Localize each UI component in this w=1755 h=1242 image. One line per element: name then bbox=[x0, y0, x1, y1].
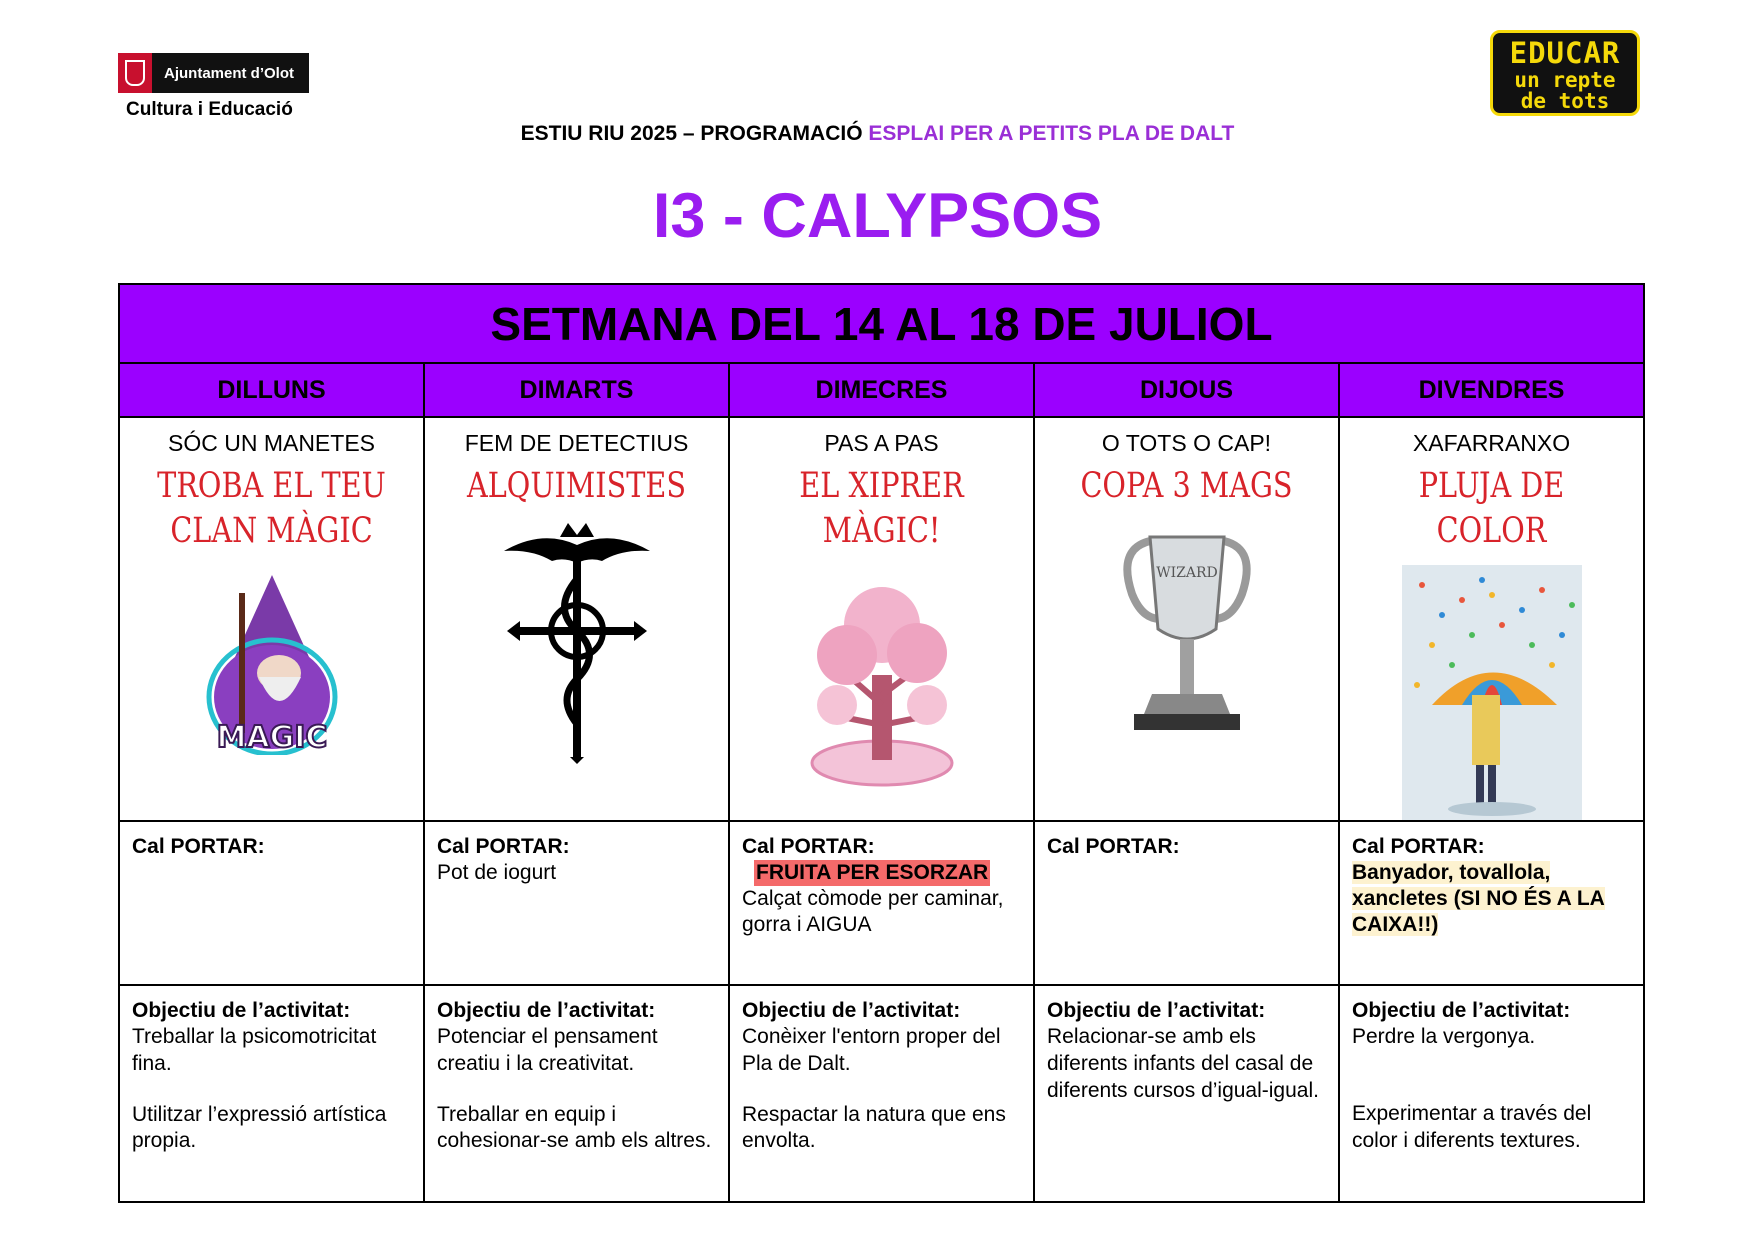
bring-label: Cal PORTAR: bbox=[132, 834, 265, 858]
trophy-text: WIZARD bbox=[1155, 565, 1218, 582]
educar-logo-line2: un repte bbox=[1514, 68, 1616, 92]
bring-label: Cal PORTAR: bbox=[437, 834, 570, 858]
objective-text: Potenciar el pensament creatiu i la creativitat. bbox=[437, 1025, 658, 1075]
ajuntament-subtitle: Cultura i Educació bbox=[126, 99, 293, 120]
day-header-row bbox=[119, 363, 1644, 417]
bring-highlight: Banyador, tovallola, xancletes (SI NO ÉS A LA CAIXA!!) bbox=[1352, 860, 1605, 937]
educar-logo-line1: EDUCAR bbox=[1509, 36, 1621, 70]
day-header-dimecres: DIMECRES bbox=[729, 363, 1034, 417]
objective-text: Treballar la psicomotricitat fina. bbox=[132, 1025, 377, 1075]
activity-cell-divendres bbox=[1339, 417, 1644, 821]
objective-text-2: Treballar en equip i cohesionar-se amb els altres. bbox=[437, 1102, 712, 1153]
objective-cell-dijous bbox=[1034, 985, 1339, 1202]
objective-cell-dimecres bbox=[729, 985, 1034, 1202]
activity-title: COPA 3 MAGS bbox=[1080, 465, 1293, 506]
objective-text: Conèixer l'entorn proper del Pla de Dalt. bbox=[742, 1025, 1001, 1075]
activity-title: PLUJA DE COLOR bbox=[1418, 465, 1565, 552]
activity-subtitle: SÓC UN MANETES bbox=[167, 430, 376, 456]
objective-text-2: Respactar la natura que ens envolta. bbox=[742, 1102, 1006, 1153]
bring-cell-dilluns bbox=[119, 821, 424, 985]
bring-cell-dimecres bbox=[729, 821, 1034, 985]
magic-tree-icon bbox=[802, 565, 962, 795]
objective-text-2: Utilitzar l’expressió artística propia. bbox=[132, 1102, 387, 1153]
bring-text: Pot de iogurt bbox=[437, 860, 557, 884]
bring-cell-divendres bbox=[1339, 821, 1644, 985]
activity-title: ALQUIMISTES bbox=[467, 465, 686, 506]
activity-cell-dimecres bbox=[729, 417, 1034, 821]
bring-text: Calçat còmode per caminar, gorra i AIGUA bbox=[742, 887, 1004, 937]
bring-label: Cal PORTAR: bbox=[1047, 834, 1180, 858]
activity-cell-dilluns bbox=[119, 417, 424, 821]
ajuntament-name: Ajuntament d’Olot bbox=[164, 64, 294, 82]
wizard-magic-icon bbox=[197, 565, 347, 755]
bring-label: Cal PORTAR: bbox=[742, 834, 875, 858]
activity-subtitle: O TOTS O CAP! bbox=[1101, 430, 1272, 456]
week-header: SETMANA DEL 14 AL 18 DE JULIOL bbox=[119, 284, 1644, 363]
bring-cell-dijous bbox=[1034, 821, 1339, 985]
wizard-magic-text: MAGIC bbox=[216, 719, 327, 755]
objective-row bbox=[119, 985, 1644, 1202]
objective-label: Objectiu de l’activitat: bbox=[1047, 998, 1266, 1022]
activity-title: EL XIPRER MÀGIC! bbox=[799, 465, 964, 552]
subtitle-lead: ESTIU RIU 2025 – PROGRAMACIÓ bbox=[520, 122, 863, 145]
activity-cell-dijous bbox=[1034, 417, 1339, 821]
activity-subtitle: XAFARRANXO bbox=[1412, 430, 1571, 456]
objective-cell-divendres bbox=[1339, 985, 1644, 1202]
activity-title: TROBA EL TEU CLAN MÀGIC bbox=[157, 465, 386, 552]
bring-cell-dimarts bbox=[424, 821, 729, 985]
bring-row bbox=[119, 821, 1644, 985]
objective-text-2: Experimentar a través del color i diferents textures. bbox=[1352, 1101, 1592, 1152]
page-title: I3 - CALYPSOS bbox=[652, 181, 1103, 251]
day-header-divendres: DIVENDRES bbox=[1339, 363, 1644, 417]
week-schedule-table bbox=[118, 283, 1645, 1203]
umbrella-rain-icon bbox=[1402, 565, 1582, 820]
day-header-dijous: DIJOUS bbox=[1034, 363, 1339, 417]
objective-cell-dimarts bbox=[424, 985, 729, 1202]
activity-row bbox=[119, 417, 1644, 821]
day-header-dilluns: DILLUNS bbox=[119, 363, 424, 417]
activity-subtitle: FEM DE DETECTIUS bbox=[464, 430, 689, 456]
crest-icon bbox=[118, 53, 152, 93]
objective-label: Objectiu de l’activitat: bbox=[1352, 998, 1571, 1022]
activity-cell-dimarts bbox=[424, 417, 729, 821]
ajuntament-logo bbox=[118, 53, 309, 121]
educar-logo bbox=[1490, 30, 1640, 116]
objective-text: Relacionar-se amb els diferents infants del casal de diferents cursos d’igual-igual. bbox=[1047, 1025, 1319, 1102]
objective-label: Objectiu de l’activitat: bbox=[437, 998, 656, 1022]
subtitle-accent: ESPLAI PER A PETITS PLA DE DALT bbox=[868, 122, 1235, 145]
activity-subtitle: PAS A PAS bbox=[824, 430, 939, 456]
objective-cell-dilluns bbox=[119, 985, 424, 1202]
trophy-cup-icon bbox=[1112, 519, 1262, 734]
objective-text: Perdre la vergonya. bbox=[1352, 1025, 1536, 1049]
bring-label: Cal PORTAR: bbox=[1352, 834, 1485, 858]
bring-highlight: FRUITA PER ESORZAR bbox=[754, 860, 990, 886]
day-header-dimarts: DIMARTS bbox=[424, 363, 729, 417]
program-subtitle bbox=[0, 122, 1755, 146]
objective-label: Objectiu de l’activitat: bbox=[742, 998, 961, 1022]
educar-logo-line3: de tots bbox=[1520, 89, 1610, 113]
alchemy-symbol-icon bbox=[502, 519, 652, 764]
objective-label: Objectiu de l’activitat: bbox=[132, 998, 351, 1022]
